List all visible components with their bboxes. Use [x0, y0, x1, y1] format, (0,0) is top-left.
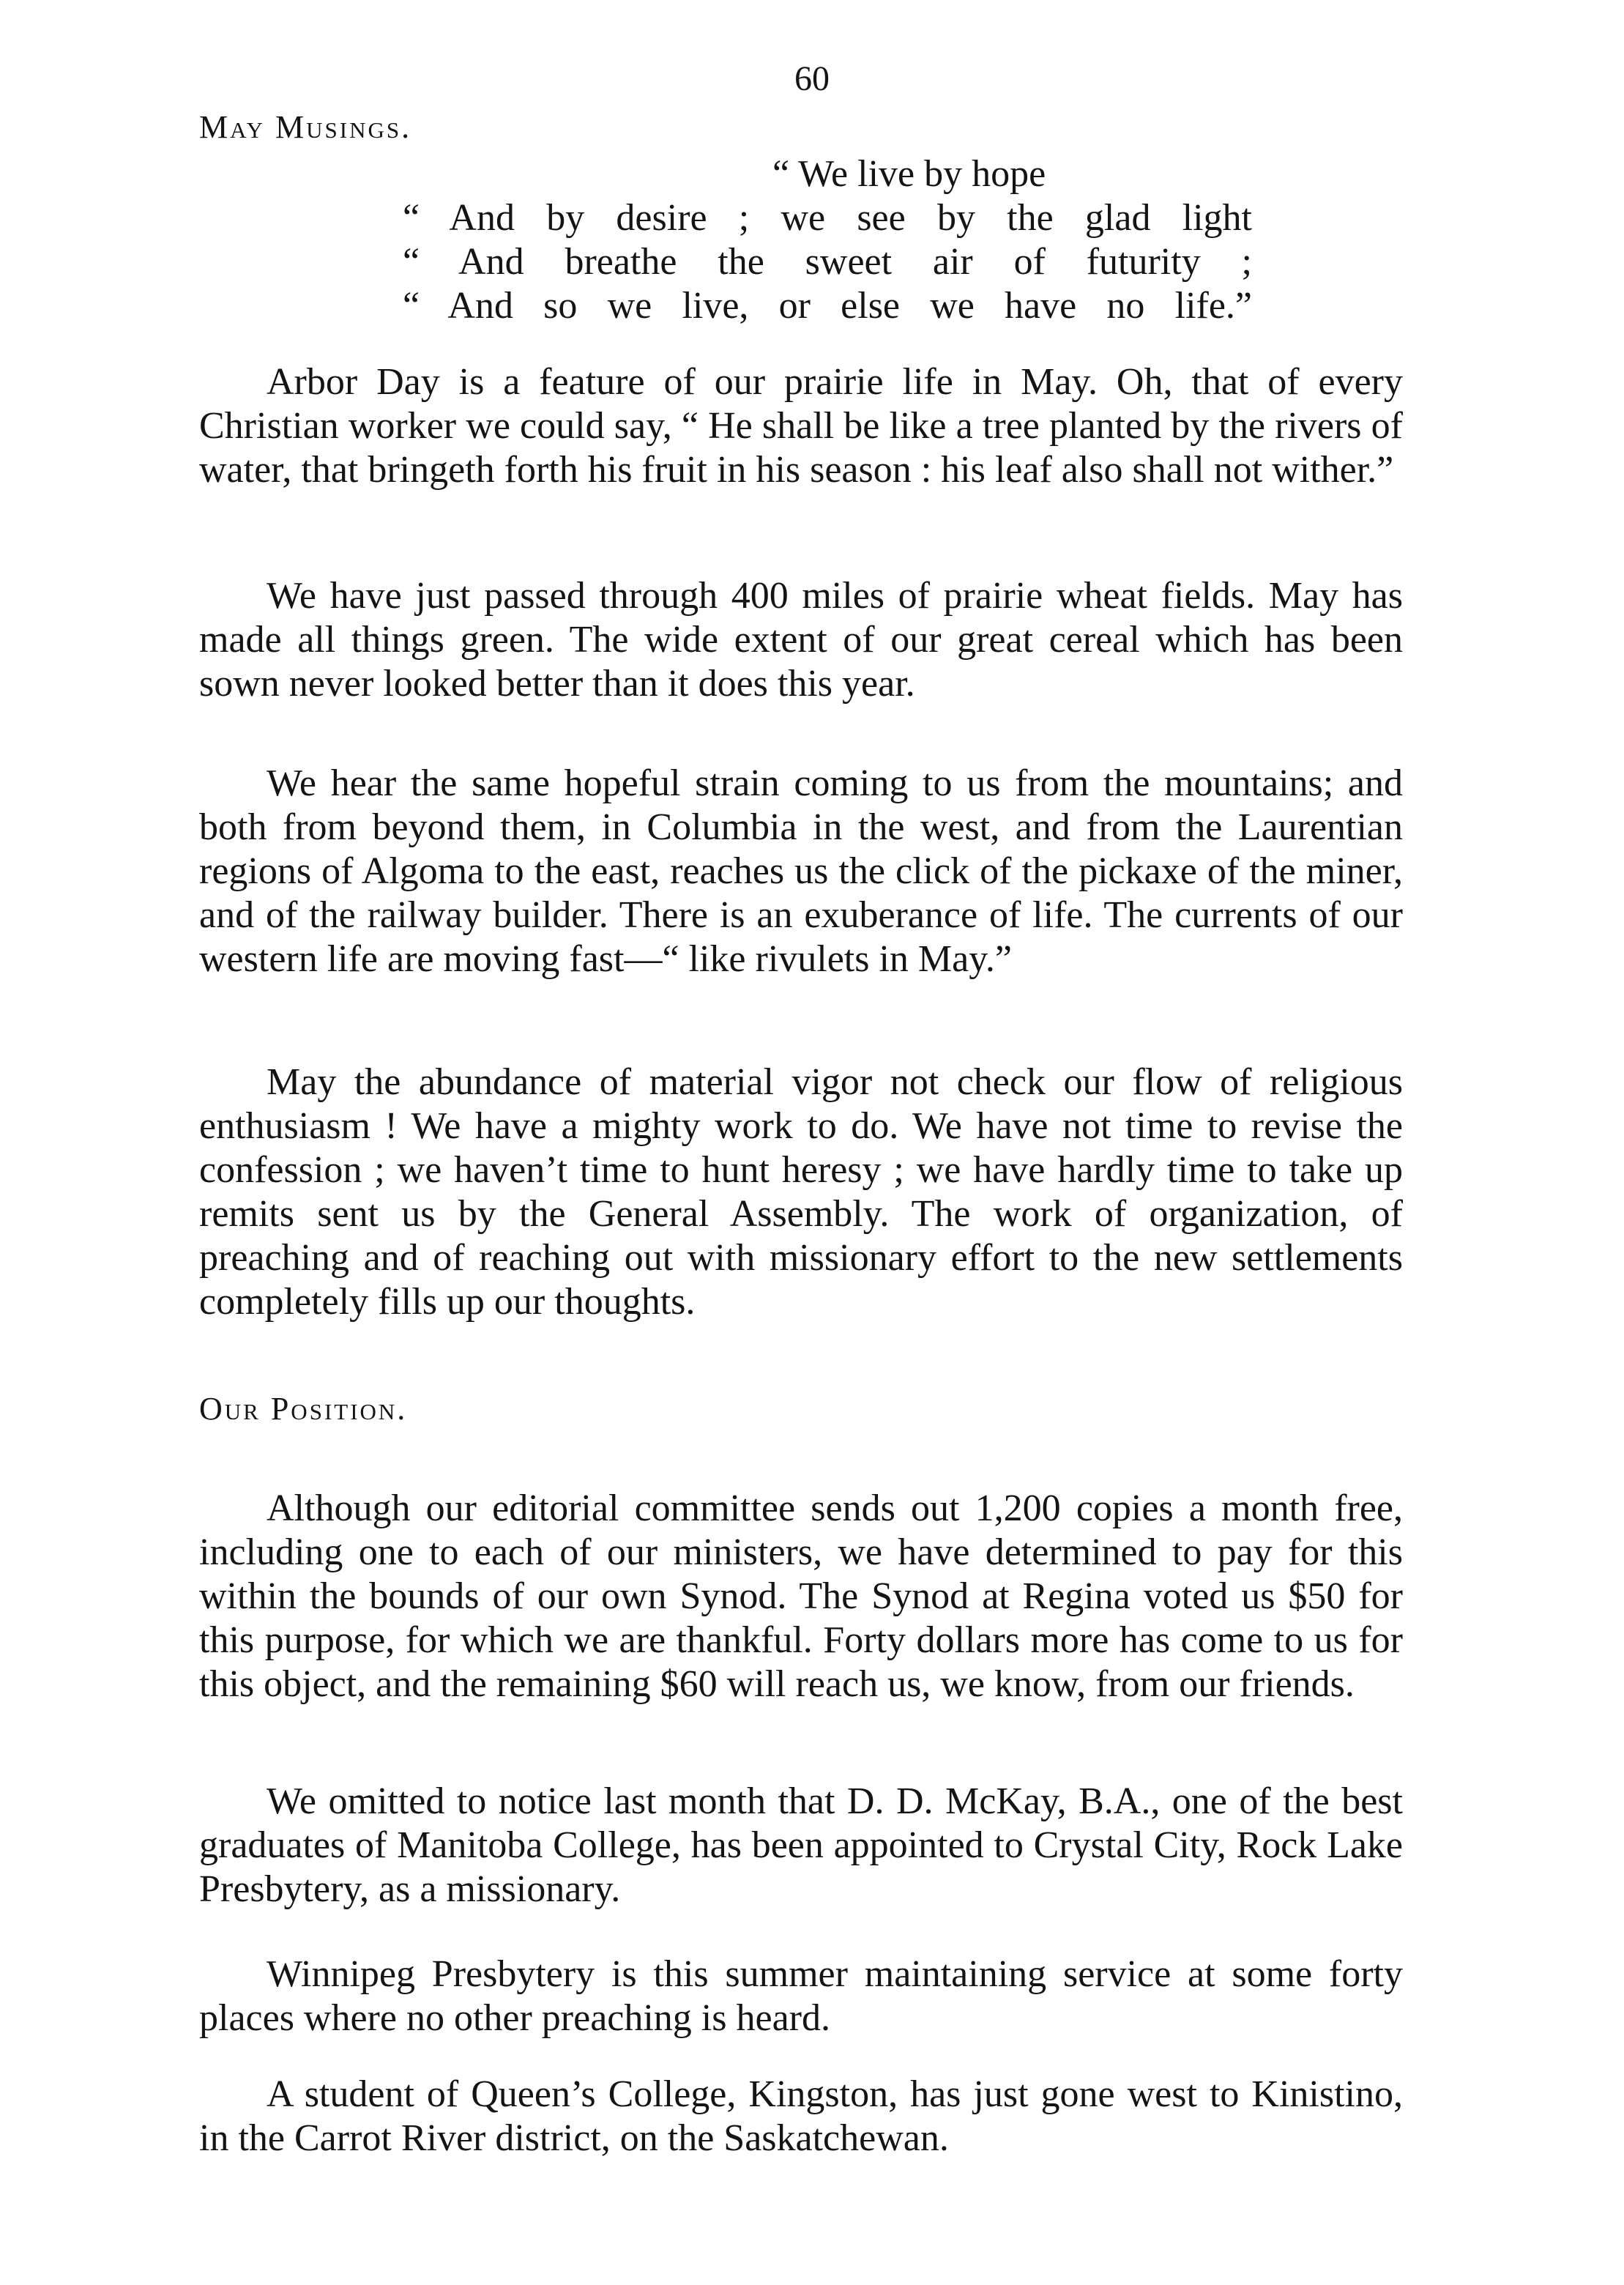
verse-line: “ And breathe the sweet air of futurity ;: [403, 241, 1252, 283]
paragraph-winnipeg-presbytery: Winnipeg Presbytery is this summer maintaining service at some forty places where no other preaching is heard.: [199, 1953, 1403, 2039]
paragraph-arbor-day: Arbor Day is a feature of our prairie life in May. Oh, that of every Christian worker we could say, “ He shall be like a tree planted by the rivers of water, that bringeth forth his fruit in his season : his leaf also shall not wither.”: [199, 361, 1403, 491]
paragraph-editorial-committee: Although our editorial committee sends out 1,200 copies a month free, including one to each of our ministers, we have determined to pay for this within the bounds of our own Synod. The Synod at Regina voted us $50 for this purpose, for which we are thankful. Forty dollars more has come to us for this object, and the remaining $60 will reach us, we know, from our friends.: [199, 1487, 1403, 1705]
paragraph-wheat-fields: We have just passed through 400 miles of prairie wheat fields. May has made all things green. The wide extent of our great cereal which has been sown never looked better than it does this year.: [199, 575, 1403, 705]
paragraph-hopeful-strain: We hear the same hopeful strain coming to us from the mountains; and both from beyond them, in Columbia in the west, and from the Laurentian regions of Algoma to the east, reaches us the click of the pickaxe of the miner, and of the railway builder. There is an exuberance of life. The currents of our western life are moving fast—“ like rivulets in May.”: [199, 762, 1403, 980]
verse-quotation: [403, 152, 1252, 328]
section-heading-our-position: Our Position.: [199, 1391, 408, 1427]
section-heading-may-musings: May Musings.: [199, 109, 412, 145]
paragraph-mckay-appointment: We omitted to notice last month that D. D. McKay, B.A., one of the best graduates of Manitoba College, has been appointed to Crystal City, Rock Lake Presbytery, as a missionary.: [199, 1780, 1403, 1910]
verse-line: “ And so we live, or else we have no life.”: [403, 285, 1252, 327]
paragraph-queens-student: A student of Queen’s College, Kingston, has just gone west to Kinistino, in the Carrot River district, on the Saskatchewan.: [199, 2073, 1403, 2159]
paragraph-material-vigor: May the abundance of material vigor not check our flow of religious enthusiasm ! We have a mighty work to do. We have not time to revise the confession ; we haven’t time to hunt heresy ; we have hardly time to take up remits sent us by the General Assembly. The work of organization, of preaching and of reaching out with missionary effort to the new settlements completely fills up our thoughts.: [199, 1061, 1403, 1323]
verse-line: “ And by desire ; we see by the glad light: [403, 197, 1252, 239]
page-number: 60: [794, 59, 830, 98]
verse-line: “ We live by hope: [772, 153, 1046, 195]
